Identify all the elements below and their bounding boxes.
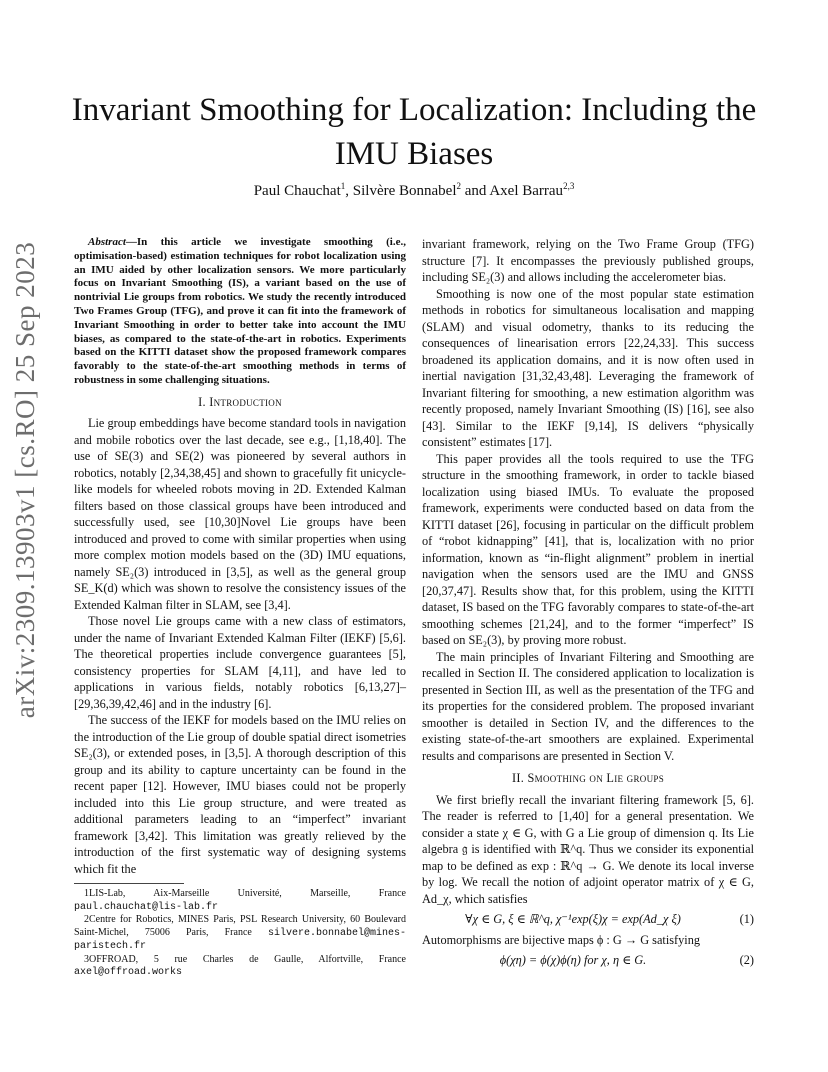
author-separator: and [461,183,490,199]
right-column [422,236,754,973]
footnote-email: silvere.bonnabel@mines-paristech.fr [74,927,407,953]
author-name: Paul Chauchat [253,183,341,199]
paragraph: Smoothing is now one of the most popular state estimation methods in robotics for simultaneous localisation and mapping (SLAM) and visual odometry, thanks to its reducing the consequences of linearisation errors [22,24,33]. This success broadened its application domains, and it is now often used in inertial navigation [31,32,43,48]. Leveraging the framework of Invariant filtering for smoothing, a new estimation algorithm was recently proposed, namely Invariant Smoothing (IS) [16], see also [43]. Similar to the IEKF [9,14], IS delivers “physically consistent” estimates [17]. [422,286,754,449]
equation [422,911,754,928]
footnote-affiliation: 3OFFROAD, 5 rue Charles de Gaulle, Alfortville, France [84,953,406,965]
paragraph: We first briefly recall the invariant filtering framework [5, 6]. The reader is referred to [1,40] for a general presentation. We consider a state χ ∈ G, with G a Lie group of dimension q. Its Lie algebra 𝔤 is identified with ℝ^q. Thus we consider its exponential map to be defined as exp : ℝ^q → G. We denote its local inverse by log. We recall the notion of adjoint operator matrix of χ ∈ G, Ad_χ, which satisfies [422,792,754,906]
footnote [74,888,406,914]
equation-body: ∀χ ∈ G, ξ ∈ ℝ^q, χ⁻¹exp(ξ)χ = exp(Ad_χ ξ) [465,912,681,926]
author-list [40,183,788,200]
paragraph: Automorphisms are bijective maps ϕ : G → G satisfying [422,932,700,947]
equation-body: ϕ(χη) = ϕ(χ)ϕ(η) for χ, η ∈ G. [499,953,647,967]
footnote-email: paul.chauchat@lis-lab.fr [74,901,219,913]
abstract [74,236,406,388]
affiliation-mark: 1 [340,181,346,191]
paragraph: Those novel Lie groups came with a new class of estimators, under the name of Invariant Extended Kalman Filter (IEKF) [5,6]. The theoretical properties include convergence guarantees [5], consistency properties for SLAM [4,11], and have led to applications in various fields, notably robotics [6,13,27]–[29,36,39,42,46] and in the industry [6]. [74,614,406,711]
abstract-lead: Abstract [88,236,126,248]
affiliation-mark: 2 [456,181,461,191]
footnote-affiliation: 1LIS-Lab, Aix-Marseille Université, Marseille, France [84,888,406,900]
paragraph: The main principles of Invariant Filtering and Smoothing are recalled in Section II. The considered application to localization is presented in Section III, as well as the presentation of the TFG and its properties for the considered problem. The proposed invariant smoother is detailed in Section IV, and the differences to the existing state-of-the-art smoothers are explained. Experimental results and comparisons are presented in Section V. [422,649,754,763]
arxiv-identifier: arXiv:2309.13903v1 [cs.RO] 25 Sep 2023 [10,241,40,719]
footnote-divider [74,883,184,884]
paper-title: Invariant Smoothing for Localization: Including the IMU Biases [71,92,757,172]
paragraph: invariant framework, relying on the Two Frame Group (TFG) structure [7]. It encompasses the previously published groups, including SE₂(3) and allows including the accelerometer bias. [422,237,754,284]
abstract-text: —In this article we investigate smoothing (i.e., optimisation-based) estimation techniques for robot localization using an IMU aided by other localization sensors. We more particularly focus on Invariant Smoothing (IS), a variant based on the use of nontrivial Lie groups from robotics. We study the recently introduced Two Frames Group (TFG), and prove it can fit into the framework of Invariant Smoothing in order to better take into account the IMU biases, as compared to the state-of-the-art in robotics. Experiments based on the KITTI dataset show the proposed framework compares favorably to the state-of-the-art smoothing methods in terms of robustness in some challenging situations. [74,236,406,386]
left-column [74,236,406,980]
footnote [74,954,406,980]
author-name: Silvère Bonnabel [352,183,457,199]
affiliation-mark: 2,3 [563,181,575,191]
section-heading: I. Introduction [198,394,282,409]
author-separator: , [345,183,353,199]
footnote-affiliation: 2Centre for Robotics, MINES Paris, PSL Research University, 60 Boulevard Saint-Michel, 75006 Paris, France [74,914,406,938]
paragraph: The success of the IEKF for models based on the IMU relies on the introduction of the Lie group of double spatial direct isometries SE₂(3), or extended poses, in [3,5]. A thorough description of this group and its ability to capture uncertainty can be found in the recent paper [12]. However, IMU biases could not be properly included into this Lie group structure, and were treated as additional parameters leading to an “imperfect” invariant framework [3,42]. This limitation was greatly relieved by the introduction of the first systematic way of designing systems which fit the [74,713,406,876]
footnote-email: axel@offroad.works [74,967,183,979]
paragraph: This paper provides all the tools required to use the TFG structure in the smoothing framework, in order to tackle biased localization using biased IMUs. To evaluate the proposed framework, experiments were conducted based on data from the KITTI dataset [26], focusing in particular on the difficult problem of “robot kidnapping” [41], that is, localization with no prior information, known as “in-flight alignment” problem in inertial navigation when the sensors used are the IMU and GNSS [20,37,47]. Results show that, for this problem, using the KITTI dataset, IS based on the TFG favorably compares to state-of-the-art smoothing schemes [21,24], and to the former “imperfect” IS based on SE₂(3), by proving more robust. [422,451,754,647]
paragraph: Lie group embeddings have become standard tools in navigation and mobile robotics over the last decade, see e.g., [1,18,40]. The use of SE(3) and SE(2) was pioneered by several authors in robotics, notably [2,34,38,45] and shown to gracefully fit unicycle-like models for wheeled robots moving in 2D. Extended Kalman filters based on those classical groups have been introduced and successfully used, see [10,30]Novel Lie groups have been introduced and proved to come with similar properties when using more complex motion models based on the (3D) IMU equations, namely SE₂(3) introduced in [3,5], as well as the general group SE_K(d) which was shown to resolve the consistency issues of the Extended Kalman filter in SLAM, see [3,4]. [74,416,406,612]
equation-number: (2) [739,953,754,967]
section-heading: II. Smoothing on Lie groups [511,771,664,785]
author-name: Axel Barrau [489,183,564,199]
equation-number: (1) [739,912,754,926]
footnote [74,914,406,954]
equation [422,952,754,969]
